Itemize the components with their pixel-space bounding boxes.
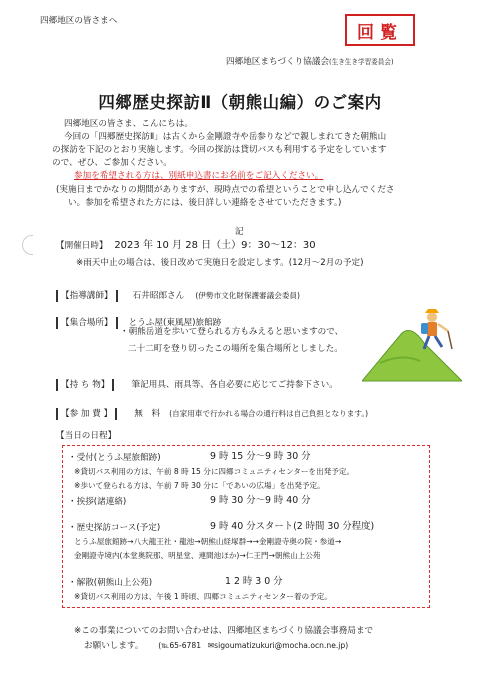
intro-line-4: ので、ぜひ、ご参加ください。 xyxy=(52,158,172,168)
belongings-label: 【持 ち 物】 xyxy=(56,379,114,391)
organizer-name: 四郷地区まちづくり協議会 xyxy=(226,57,330,67)
schedule-time-tour: 9 時 40 分スタート(2 時間 30 分程度) xyxy=(210,521,375,532)
instructor-name: 石井昭郎さん xyxy=(132,291,185,301)
fee-row xyxy=(56,401,368,420)
schedule-time-dismissal: 1 2 時 3 0 分 xyxy=(225,576,283,587)
contact-email: ✉sigoumatizukuri@mocha.ocn.ne.jp) xyxy=(207,641,349,650)
fee-label: 【参 加 費 】 xyxy=(56,408,117,420)
contact-line-2 xyxy=(84,640,348,652)
datetime-note: ※雨天中止の場合は、後日改めて実施日を設定します。(12月～2月の予定) xyxy=(76,258,364,268)
fee-value: 無 料 xyxy=(134,409,161,419)
ki-marker: 記 xyxy=(235,227,244,237)
organizer-sub: (生き生き学習委員会) xyxy=(329,58,394,66)
schedule-note-walk: ※歩いて登られる方は、午前 7 時 30 分に「であいの広場」を出発予定。 xyxy=(74,481,325,490)
instructor-row xyxy=(56,283,300,302)
schedule-label: 【当日の日程】 xyxy=(56,431,117,441)
organizer-line xyxy=(226,56,394,68)
schedule-route-1: とうふ屋旅館跡→八大龍王社・龍池→朝熊山経塚群→→金剛證寺奥の院・参道→ xyxy=(74,537,342,546)
meeting-label: 【集合場所】 xyxy=(56,317,118,329)
meeting-note-2: 二十二町を登り切ったこの場所を集合場所としました。 xyxy=(128,344,343,354)
belongings-row xyxy=(56,372,338,391)
recipient-line: 四郷地区の皆さまへ xyxy=(40,16,118,26)
hiker-illustration xyxy=(362,303,462,383)
schedule-time-greeting: 9 時 30 分～9 時 40 分 xyxy=(210,495,311,506)
meeting-place: とうふ屋(東風屋)旅館跡 xyxy=(128,318,222,328)
schedule-route-2: 金剛證寺境内(本堂奥院那、明星堂、連間池ほか)→仁王門→朝熊山上公苑 xyxy=(74,551,321,560)
schedule-item-tour: ・歴史探訪コース(予定) xyxy=(68,523,161,533)
datetime-value: 2023 年 10 月 28 日（土）9：30～12：30 xyxy=(114,240,316,251)
schedule-item-greeting: ・挨拶(諸連絡) xyxy=(68,497,127,507)
fee-note: (自家用車で行かれる場合の通行料は自己負担となります。) xyxy=(169,409,369,418)
circulation-stamp: 回覧 xyxy=(345,14,415,46)
schedule-note-bus: ※貸切バス利用の方は、午前 8 時 15 分に四郷コミュニティセンターを出発予定。 xyxy=(74,467,355,476)
contact-request: お願いします。 xyxy=(84,641,144,651)
schedule-note-return: ※貸切バス利用の方は、午後 1 時頃、四郷コミュニティセンター着の予定。 xyxy=(74,592,332,601)
datetime-label: 【開催日時】 xyxy=(56,241,108,251)
application-note: 参加を希望される方は、別紙申込書にお名前をご記入ください。 xyxy=(74,171,324,181)
intro-paren-1: (実施日までかなりの期間がありますが、現時点での希望ということで申し込んでくださ xyxy=(56,185,395,195)
schedule-time-reception: 9 時 15 分～9 時 30 分 xyxy=(210,451,311,462)
intro-line-3: の探訪を下記のとおり実施します。今回の探訪は貸切バスも利用する予定をしています xyxy=(52,145,387,155)
intro-line-1: 四郷地区の皆さま、こんにちは。 xyxy=(64,119,193,129)
contact-line-1: ※この事業についてのお問い合わせは、四郷地区まちづくり協議会事務局まで xyxy=(74,626,374,636)
intro-line-2: 今回の「四郷歴史探訪Ⅱ」は古くから金剛證寺や岳参りなどで親しまれてきた朝熊山 xyxy=(64,132,387,142)
schedule-item-dismissal: ・解散(朝熊山上公苑) xyxy=(68,578,153,588)
punch-hole-mark xyxy=(22,235,33,255)
instructor-affiliation: (伊勢市文化財保護審議会委員) xyxy=(195,291,300,300)
contact-phone: (℡65-6781 xyxy=(158,641,202,650)
datetime-row xyxy=(56,240,316,252)
schedule-item-reception: ・受付(とうふ屋旅館跡) xyxy=(68,453,161,463)
intro-paren-2: い。参加を希望された方には、後日詳しい連絡をさせていただきます。) xyxy=(68,198,342,208)
belongings-value: 筆記用具、雨具等、各自必要に応じてご持参下さい。 xyxy=(131,380,338,390)
meeting-note-1: ・朝熊岳道を歩いて登られる方もみえると思いますので、 xyxy=(120,327,344,337)
page-title: 四郷歴史探訪Ⅱ（朝熊山編）のご案内 xyxy=(98,93,382,112)
instructor-label: 【指導講師】 xyxy=(56,290,118,302)
